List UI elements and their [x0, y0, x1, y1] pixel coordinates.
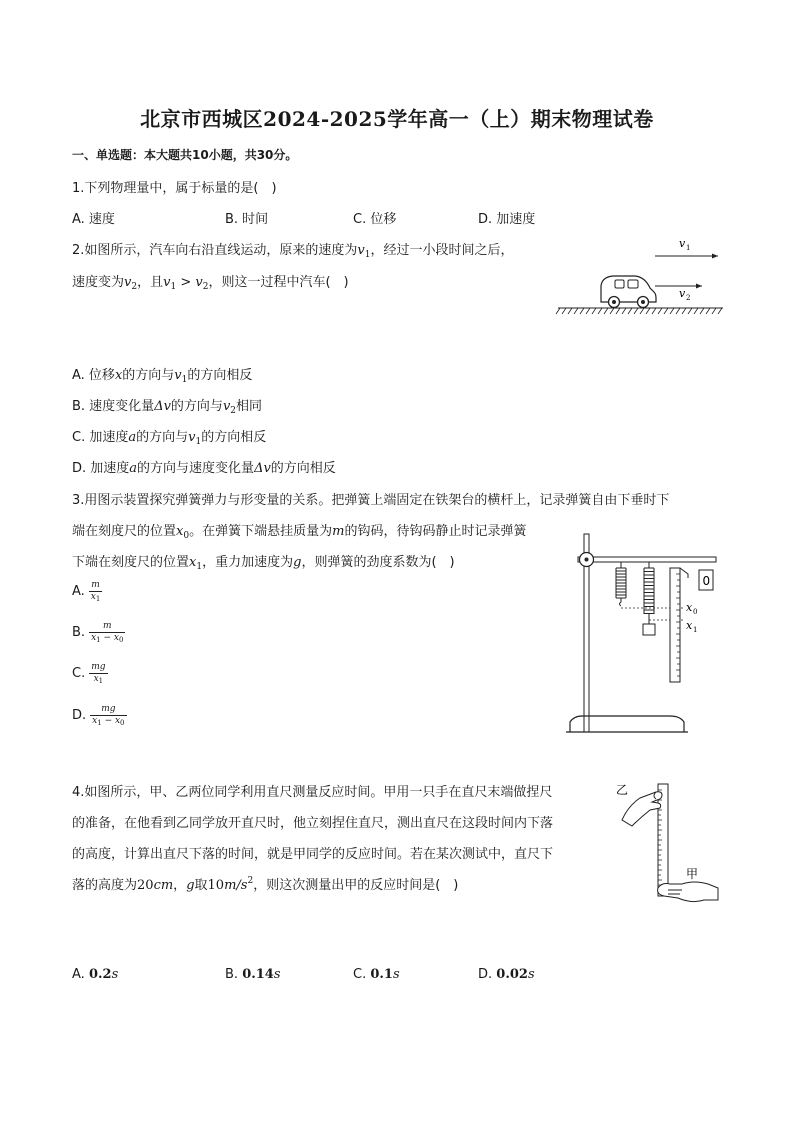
q4-option-c[interactable]: C. 0.1s [353, 967, 400, 982]
q3-option-b[interactable]: B. $\frac{m}{x_1 - x_0}$ [72, 621, 124, 644]
q1-option-c[interactable]: C. 位移 [353, 212, 397, 227]
lower-hand-icon [658, 882, 718, 902]
q2-option-a[interactable]: A. 位移x的方向与$v_1$的方向相反 [72, 368, 253, 385]
car-icon [601, 276, 656, 308]
fig-x0-label: x [686, 601, 693, 614]
v1-arrowhead [712, 254, 718, 259]
q2-option-c[interactable]: C. 加速度a的方向与$v_1$的方向相反 [72, 430, 267, 447]
ruler-reaction-figure [612, 780, 724, 908]
fig-v2-sub: 2 [686, 294, 691, 302]
spring-stand-figure [560, 530, 725, 745]
page-title: 北京市西城区2024-2025学年高一（上）期末物理试卷 [140, 107, 654, 131]
q2-option-d[interactable]: D. 加速度a的方向与速度变化量Δv的方向相反 [72, 461, 336, 476]
v2-arrowhead [696, 284, 702, 289]
q4-stem-line2: 的准备，在他看到乙同学放开直尺时，他立刻捏住直尺，测出直尺在这段时间内下落 [72, 816, 554, 831]
q4-stem-line3: 的高度，计算出直尺下落的时间，就是甲同学的反应时间。若在某次测试中，直尺下 [72, 847, 554, 862]
q4-stem-line1: 4.如图所示，甲、乙两位同学利用直尺测量反应时间。甲用一只手在直尺末端做捏尺 [72, 785, 553, 800]
q2-stem-line2: 速度变为$v_2$，且$v_1 > v_2$，则这一过程中汽车( ) [72, 275, 349, 292]
q3-option-a[interactable]: A. $\frac{m}{x_1}$ [72, 580, 101, 603]
q3-option-d[interactable]: D. $\frac{mg}{x_1 - x_0}$ [72, 704, 125, 727]
car-figure [555, 236, 725, 318]
q3-stem-line2: 端在刻度尺的位置$x_0$。在弹簧下端悬挂质量为m的钩码，待钩码静止时记录弹簧 [72, 524, 527, 541]
fig-jia-label: 甲 [686, 867, 699, 881]
fig-x1-label: x [686, 619, 693, 632]
q1-option-b[interactable]: B. 时间 [225, 212, 269, 227]
q4-option-b[interactable]: B. 0.14s [225, 967, 281, 982]
q4-option-a[interactable]: A. 0.2s [72, 967, 119, 982]
spring-loaded [644, 562, 654, 620]
q2-option-b[interactable]: B. 速度变化量Δv的方向与$v_2$相同 [72, 399, 263, 416]
spring-free [616, 562, 626, 606]
q1-stem: 1.下列物理量中，属于标量的是( ) [72, 181, 277, 196]
zero-label: 0 [702, 574, 711, 588]
q2-stem-line1: 2.如图所示，汽车向右沿直线运动，原来的速度为$v_1$，经过一小段时间之后， [72, 243, 514, 260]
ground-hatching [556, 308, 722, 314]
fig-v1-sub: 1 [686, 244, 691, 252]
q1-option-d[interactable]: D. 加速度 [478, 212, 536, 227]
q1-option-a[interactable]: A. 速度 [72, 212, 115, 227]
crossbar [578, 557, 716, 562]
svg-text:1: 1 [693, 626, 698, 634]
svg-text:0: 0 [693, 608, 698, 616]
q3-option-c[interactable]: C. $\frac{mg}{x_1}$ [72, 662, 106, 685]
q3-stem-line3: 下端在刻度尺的位置$x_1$，重力加速度为g，则弹簧的劲度系数为( ) [72, 555, 455, 572]
hook-weight [643, 624, 655, 635]
section-heading: 一、单选题：本大题共10小题，共30分。 [72, 148, 298, 162]
q4-stem-line4: 落的高度为20cm，g取$10m/s^2$，则这次测量出甲的反应时间是( ) [72, 876, 459, 893]
q4-option-d[interactable]: D. 0.02s [478, 967, 535, 982]
fig-v2-label: v [679, 287, 686, 300]
fig-v1-label: v [679, 237, 686, 250]
q3-stem-line1: 3.用图示装置探究弹簧弹力与形变量的关系。把弹簧上端固定在铁架台的横杆上，记录弹簧自由下垂时下 [72, 493, 670, 508]
fig-yi-label: 乙 [616, 783, 629, 797]
ruler [670, 568, 680, 682]
